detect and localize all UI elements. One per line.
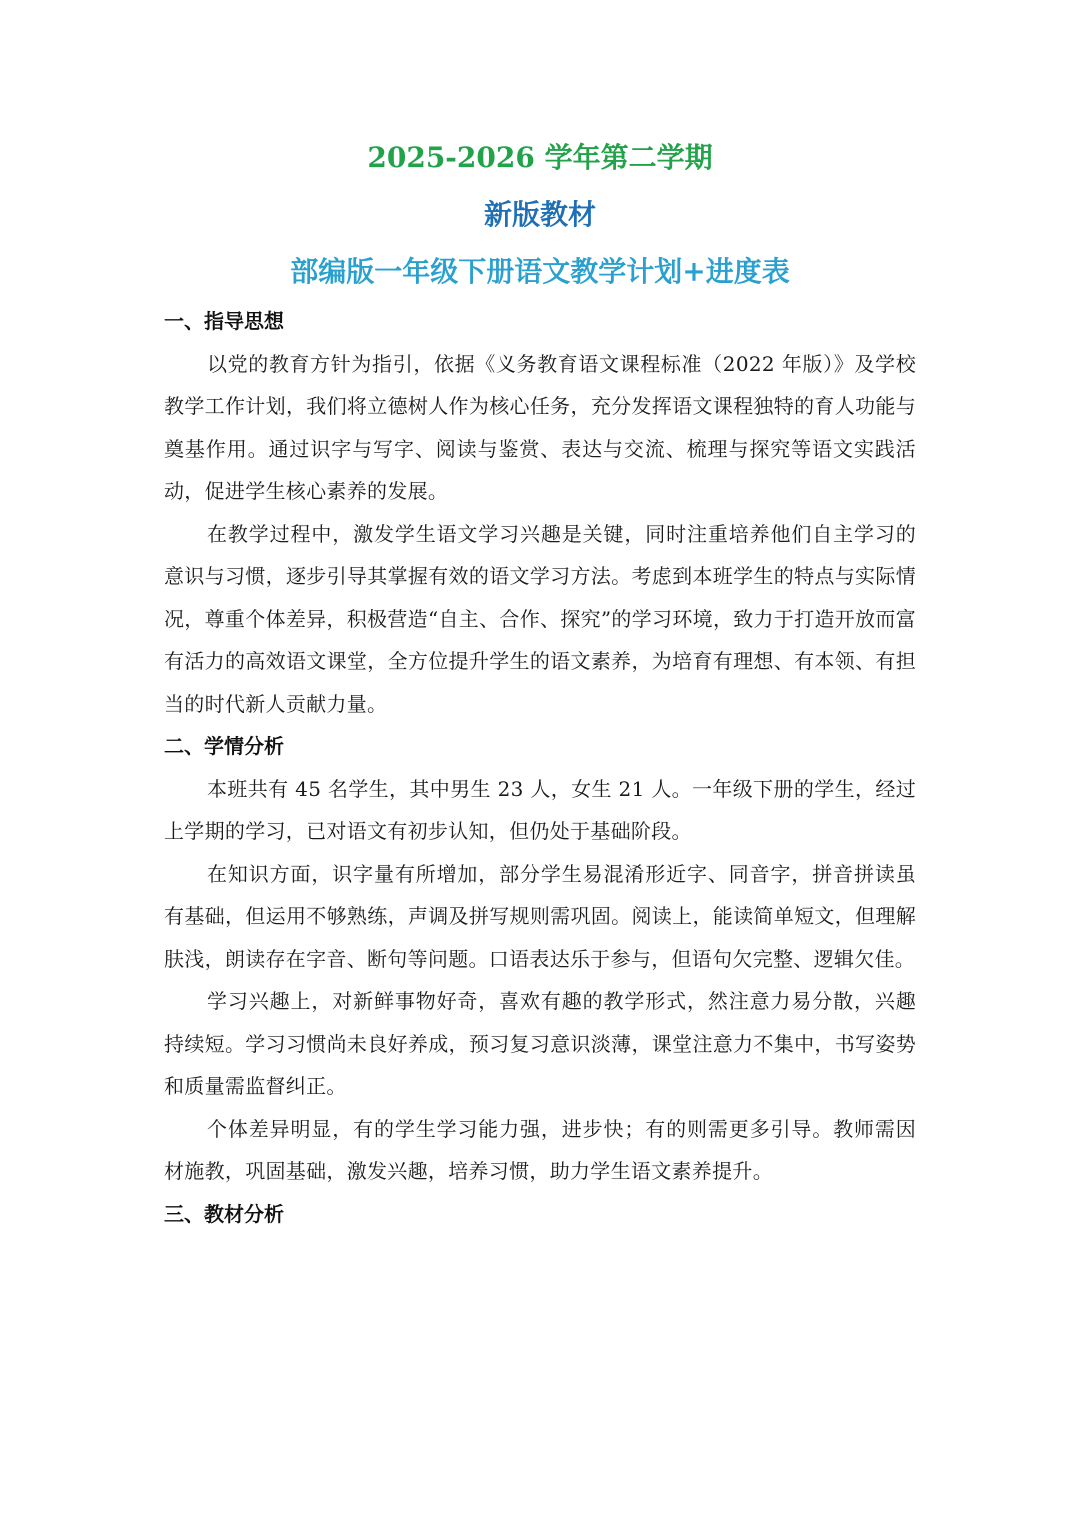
title-edition: 新版教材 — [483, 198, 596, 231]
section-heading: 二、学情分析 — [164, 734, 284, 758]
title-school-year: 2025-2026 学年第二学期 — [367, 141, 713, 174]
section-heading: 一、指导思想 — [164, 309, 284, 333]
paragraph: 学习兴趣上，对新鲜事物好奇，喜欢有趣的教学形式，然注意力易分散，兴趣持续短。学习习惯尚未良好养成，预习复习意识淡薄，课堂注意力不集中，书写姿势和质量需监督纠正。 — [164, 989, 916, 1098]
paragraph: 以党的教育方针为指引，依据《义务教育语文课程标准（2022 年版）》及学校教学工作计划，我们将立德树人作为核心任务，充分发挥语文课程独特的育人功能与奠基作用。通过识字与写字、阅读与鉴赏、表达与交流、梳理与探究等语文实践活动，促进学生核心素养的发展。 — [164, 351, 916, 503]
section-textbook-analysis — [164, 1193, 916, 1236]
paragraph: 本班共有 45 名学生，其中男生 23 人，女生 21 人。一年级下册的学生，经过上学期的学习，已对语文有初步认知，但仍处于基础阶段。 — [164, 776, 916, 843]
title-plan: 部编版一年级下册语文教学计划+进度表 — [290, 255, 790, 288]
paragraph: 在知识方面，识字量有所增加，部分学生易混淆形近字、同音字，拼音拼读虽有基础，但运用不够熟练，声调及拼写规则需巩固。阅读上，能读简单短文，但理解肤浅，朗读存在字音、断句等问题。口语表达乐于参与，但语句欠完整、逻辑欠佳。 — [164, 861, 916, 971]
section-student-analysis — [164, 725, 916, 1193]
section-guiding-ideology — [164, 300, 916, 725]
paragraph: 在教学过程中，激发学生语文学习兴趣是关键，同时注重培养他们自主学习的意识与习惯，逐步引导其掌握有效的语文学习方法。考虑到本班学生的特点与实际情况，尊重个体差异，积极营造“自主、合作、探究”的学习环境，致力于打造开放而富有活力的高效语文课堂，全方位提升学生的语文素养，为培育有理想、有本领、有担当的时代新人贡献力量。 — [164, 521, 916, 716]
section-heading: 三、教材分析 — [164, 1201, 284, 1226]
paragraph: 个体差异明显，有的学生学习能力强，进步快；有的则需更多引导。教师需因材施教，巩固基础，激发兴趣，培养习惯，助力学生语文素养提升。 — [164, 1116, 916, 1183]
document-body — [164, 300, 916, 1235]
